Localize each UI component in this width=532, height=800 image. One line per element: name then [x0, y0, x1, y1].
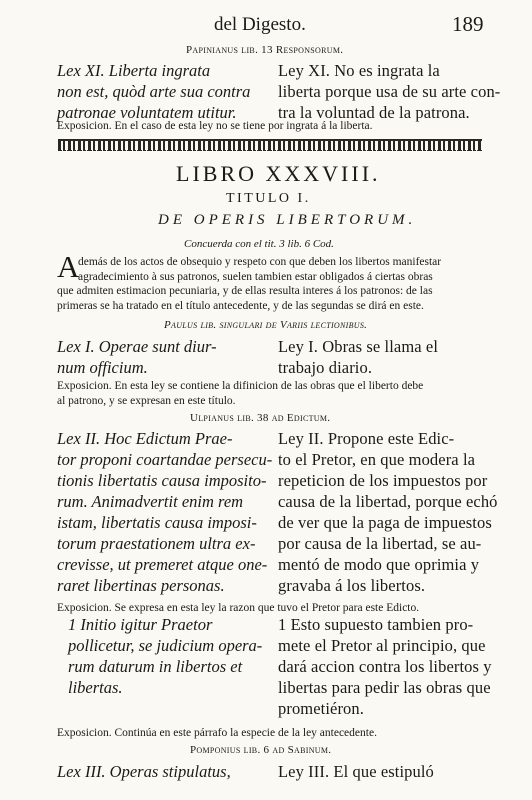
spanish-line: trabajo diario.	[278, 358, 373, 377]
spanish-text-ley-i	[278, 336, 438, 378]
spanish-text-ley-ii	[278, 428, 498, 596]
latin-text-paragraph-1	[68, 614, 262, 698]
spanish-line: por causa de la libertad, se au-	[278, 534, 482, 553]
spanish-line: libertas para pedir las obras que	[278, 678, 491, 697]
latin-line: raret libertinas personas.	[57, 576, 225, 595]
latin-line: non est, quòd arte sua contra	[57, 82, 251, 101]
source-citation: Pomponius lib. 6 ad Sabinum.	[190, 744, 332, 756]
exposicion: Exposicion. Continúa en este párrafo la especie de la ley antecedente.	[57, 727, 377, 739]
latin-text-lex-iii: Lex III. Operas stipulatus,	[57, 762, 231, 781]
concordance-note: Concuerda con el tit. 3 lib. 6 Cod.	[184, 238, 334, 250]
title-name: DE OPERIS LIBERTORUM.	[158, 212, 417, 228]
spanish-line: Ley I. Obras se llama el	[278, 337, 439, 356]
spanish-text-ley-xi	[278, 60, 500, 123]
latin-line: tor proponi coartandae persecu-	[57, 450, 273, 469]
exposicion: Exposicion. En el caso de esta ley no se tiene por ingrata á la liberta.	[57, 120, 373, 132]
spanish-line: mentó de modo que oprimia y	[278, 555, 480, 574]
spanish-text-ley-iii: Ley III. El que estipuló	[278, 762, 434, 781]
page-number: 189	[452, 12, 484, 36]
expo-line: Exposicion. En esta ley se contiene la difinicion de las obras que el liberto debe	[57, 380, 424, 392]
latin-line: rum. Animadvertit enim rem	[57, 492, 244, 511]
latin-text-lex-xi	[57, 60, 250, 123]
latin-text-lex-ii	[57, 428, 272, 596]
latin-line: crevisse, ut premeret atque one-	[57, 555, 268, 574]
latin-line: istam, libertatis causa imposi-	[57, 513, 257, 532]
intro-line: que admiten estimacion pecuniaria, y de ellas resulta interes á los patronos: de las	[57, 285, 433, 297]
drop-cap: A	[57, 249, 80, 284]
spanish-line: mete el Pretor al principio, que	[278, 636, 486, 655]
latin-text-lex-i	[57, 336, 217, 378]
spanish-line: gravaba á los libertos.	[278, 576, 426, 595]
source-citation: Paulus lib. singulari de Variis lectionibus.	[164, 319, 368, 331]
running-head: del Digesto.	[214, 14, 306, 35]
spanish-line: to el Pretor, en que modera la	[278, 450, 476, 469]
latin-line: tionis libertatis causa imposito-	[57, 471, 267, 490]
intro-line: demás de los actos de obsequio y respeto con que deben los libertos manifestar	[78, 256, 442, 268]
spanish-line: Ley XI. No es ingrata la	[278, 61, 440, 80]
spanish-line: causa de la libertad, porque echó	[278, 492, 498, 511]
spanish-line: dará accion contra los libertos y	[278, 657, 492, 676]
latin-line: torum praestationem ultra ex-	[57, 534, 256, 553]
source-citation: Ulpianus lib. 38 ad Edictum.	[190, 412, 331, 424]
latin-line: patronae voluntatem utitur.	[57, 103, 237, 122]
exposicion: Exposicion. Se expresa en esta ley la razon que tuvo el Pretor para este Edicto.	[57, 602, 420, 614]
intro-line: primeras se ha tratado en el título antecedente, y de las segundas se dirá en este.	[57, 299, 424, 312]
latin-line: num officium.	[57, 358, 148, 377]
intro-paragraph	[78, 255, 441, 284]
exposicion	[57, 379, 423, 409]
spanish-line: liberta porque usa de su arte con-	[278, 82, 501, 101]
spanish-line: prometiéron.	[278, 699, 364, 718]
intro-line: agradecimiento à sus patronos, suelen tambien estar obligados á ciertas obras	[78, 270, 433, 283]
latin-line: Lex XI. Liberta ingrata	[57, 61, 211, 80]
spanish-line: repeticion de los impuestos por	[278, 471, 488, 490]
book-heading: LIBRO XXXVIII.	[176, 161, 381, 186]
latin-line: rum daturum in libertos et	[68, 657, 243, 676]
title-heading: TITULO I.	[226, 191, 311, 206]
latin-line: pollicetur, se judicium opera-	[68, 636, 263, 655]
latin-line: Lex I. Operae sunt diur-	[57, 337, 217, 356]
source-citation: Papinianus lib. 13 Responsorum.	[186, 44, 344, 56]
ornamental-divider	[58, 139, 482, 151]
latin-line: libertas.	[68, 678, 123, 697]
spanish-line: Ley II. Propone este Edic-	[278, 429, 455, 448]
latin-line: 1 Initio igitur Praetor	[68, 615, 213, 634]
intro-paragraph-cont	[57, 284, 433, 313]
expo-line: al patrono, y se expresan en este título.	[57, 395, 236, 407]
spanish-line: tra la voluntad de la patrona.	[278, 103, 470, 122]
spanish-line: de ver que la paga de impuestos	[278, 513, 492, 532]
latin-line: Lex II. Hoc Edictum Prae-	[57, 429, 233, 448]
spanish-line: 1 Esto supuesto tambien pro-	[278, 615, 474, 634]
spanish-text-paragraph-1	[278, 614, 492, 719]
